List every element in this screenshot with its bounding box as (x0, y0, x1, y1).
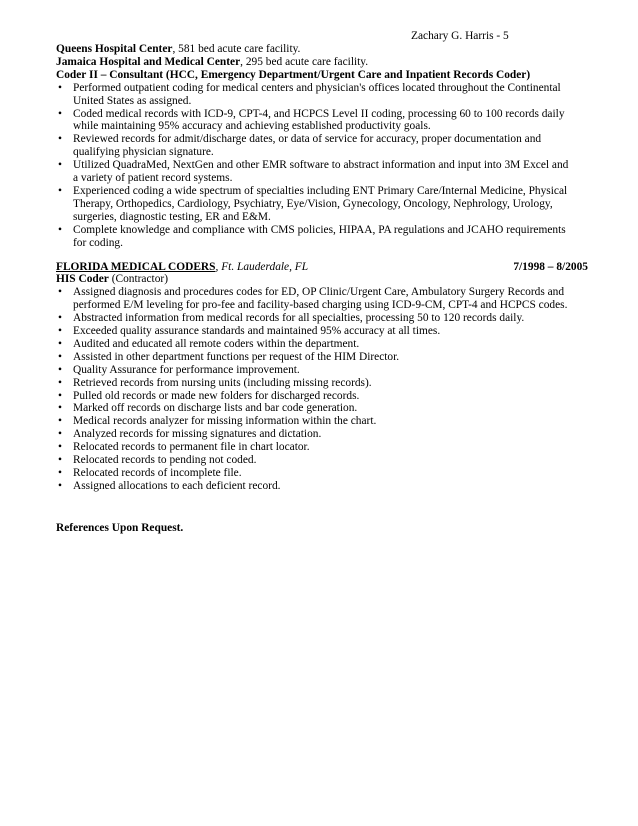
resume-content (56, 43, 586, 535)
employer-name: Queens Hospital Center (56, 43, 173, 55)
company-name: FLORIDA MEDICAL CODERS (56, 260, 216, 273)
list-item: • Analyzed records for missing signatures and dictation. (56, 428, 586, 441)
job-title-his-coder (56, 273, 586, 286)
list-item: • Retrieved records from nursing units (including missing records). (56, 377, 586, 390)
list-item: • Pulled old records or made new folders for discharged records. (56, 390, 586, 403)
company-location: , Ft. Lauderdale, FL (215, 260, 309, 273)
employer-desc: , 295 bed acute care facility. (240, 55, 369, 68)
employment-dates: 7/1998 – 8/2005 (513, 260, 588, 273)
page-header: Zachary G. Harris - 5 (411, 30, 509, 42)
job-title-note: (Contractor) (108, 273, 168, 286)
list-item: • Abstracted information from medical records for all specialties, processing 50 to 120 records daily. (56, 312, 586, 325)
employer-name: Jamaica Hospital and Medical Center (56, 55, 241, 68)
employer-queens (56, 43, 586, 56)
list-item: • Coded medical records with ICD-9, CPT-4, and HCPCS Level II coding, processing 60 to 100 records daily while maintaining 95% accuracy and achieving established productivity goals. (56, 108, 586, 134)
list-item: • Assigned diagnosis and procedures codes for ED, OP Clinic/Urgent Care, Ambulatory Surgery Records and performed E/M leveling for pro-fee and facility-based charging using ICD-9-CM, CPT-4 and HCPCS codes. (56, 286, 586, 312)
list-item: • Utilized QuadraMed, NextGen and other EMR software to abstract information and input into 3M Excel and a variety of patient record systems. (56, 159, 586, 185)
job-title-coder-ii: Coder II – Consultant (HCC, Emergency Department/Urgent Care and Inpatient Records Coder) (56, 68, 531, 81)
list-item: • Relocated records to permanent file in chart locator. (56, 441, 586, 454)
list-item: • Exceeded quality assurance standards and maintained 95% accuracy at all times. (56, 325, 586, 338)
employer-florida (56, 261, 308, 274)
employer-desc: , 581 bed acute care facility. (172, 43, 301, 55)
employer-jamaica (56, 56, 586, 69)
list-item: • Quality Assurance for performance improvement. (56, 364, 586, 377)
references-line: References Upon Request. (56, 521, 184, 534)
list-item: • Assisted in other department functions per request of the HIM Director. (56, 351, 586, 364)
list-item: • Reviewed records for admit/discharge dates, or data of service for accuracy, proper documentation and qualifying physician signature. (56, 133, 586, 159)
job1-bullet-list (56, 82, 586, 250)
employer-florida-line (56, 261, 588, 274)
list-item: • Medical records analyzer for missing information within the chart. (56, 415, 586, 428)
list-item: • Relocated records of incomplete file. (56, 467, 586, 480)
job-title: HIS Coder (56, 273, 109, 286)
section-spacer (56, 250, 586, 261)
list-item: • Relocated records to pending not coded. (56, 454, 586, 467)
list-item: • Audited and educated all remote coders within the department. (56, 338, 586, 351)
list-item: • Assigned allocations to each deficient record. (56, 480, 586, 493)
list-item: • Performed outpatient coding for medical centers and physician's offices located throughout the Continental United States as assigned. (56, 82, 586, 108)
list-item: • Marked off records on discharge lists and bar code generation. (56, 402, 586, 415)
job2-bullet-list (56, 286, 586, 493)
list-item: • Experienced coding a wide spectrum of specialties including ENT Primary Care/Internal Medicine, Physical Therapy, Orthopedics, Cardiology, Psychiatry, Eye/Vision, Gynecology, Oncology, Nephrology, Urology, surgeries, diagnostic testing, ER and E&M. (56, 185, 586, 224)
list-item: • Complete knowledge and compliance with CMS policies, HIPAA, PA regulations and JCAHO requirements for coding. (56, 224, 586, 250)
